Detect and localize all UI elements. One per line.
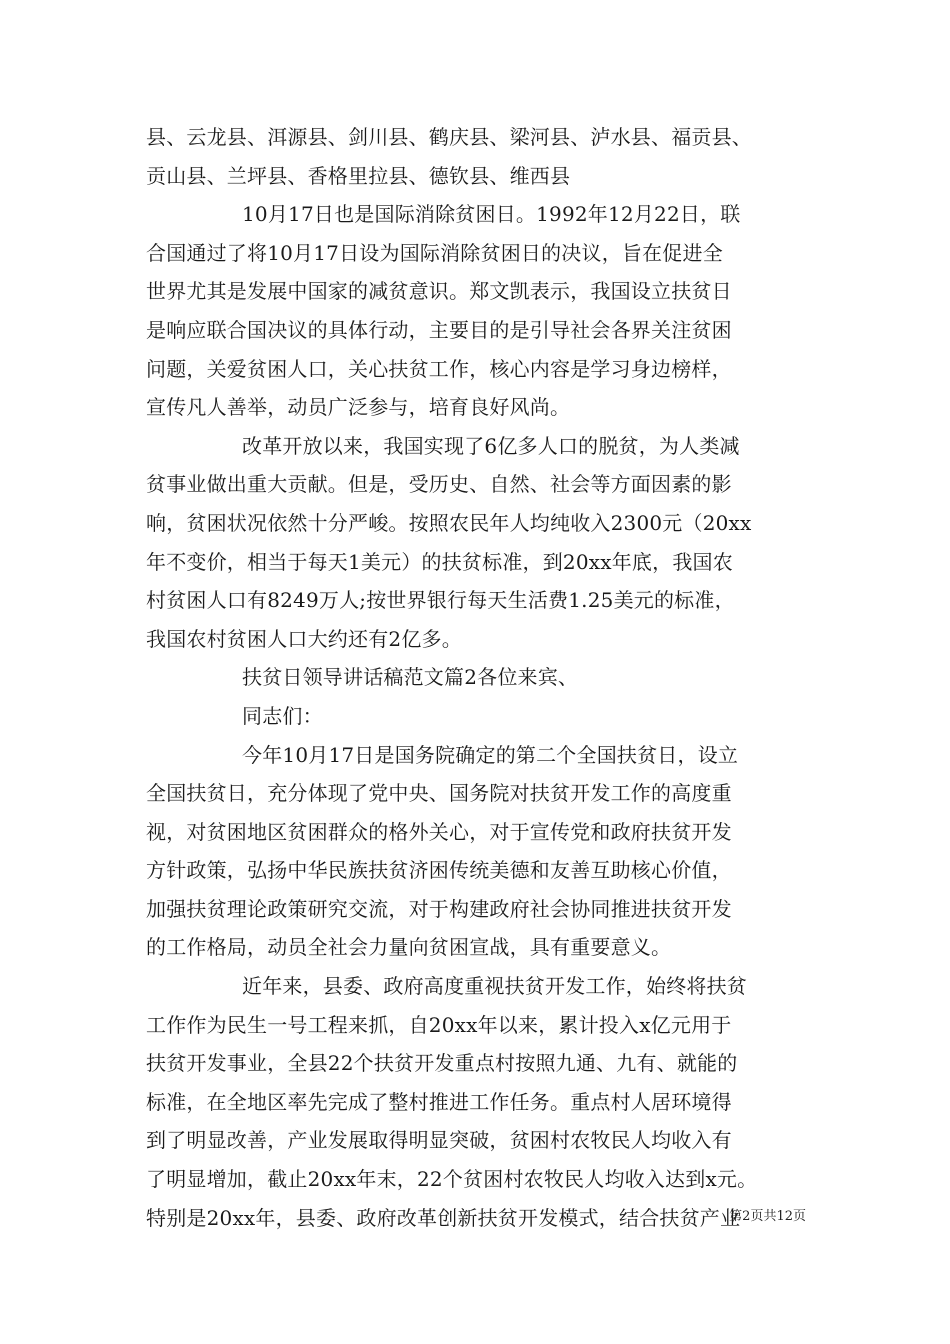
text-line: 方针政策，弘扬中华民族扶贫济困传统美德和友善互助核心价值， [146, 858, 732, 883]
text-line: 扶贫开发事业，全县22个扶贫开发重点村按照九通、九有、就能的 [146, 1051, 738, 1076]
text-line: 10月17日也是国际消除贫困日。1992年12月22日，联 [242, 202, 741, 227]
text-line: 的工作格局，动员全社会力量向贫困宣战，具有重要意义。 [146, 935, 672, 960]
page-number: 第2页共12页 [729, 1209, 806, 1224]
text-line: 世界尤其是发展中国家的减贫意识。郑文凯表示，我国设立扶贫日 [146, 279, 732, 304]
text-line: 了明显增加，截止20xx年末，22个贫困村农牧民人均收入达到x元。 [146, 1167, 758, 1192]
text-line: 标准，在全地区率先完成了整村推进工作任务。重点村人居环境得 [146, 1089, 732, 1114]
section-heading: 扶贫日领导讲话稿范文篇2各位来宾、 [242, 665, 579, 690]
text-line: 是响应联合国决议的具体行动，主要目的是引导社会各界关注贫困 [146, 317, 732, 342]
text-line: 宣传凡人善举，动员广泛参与，培育良好风尚。 [146, 395, 571, 420]
text-line: 工作作为民生一号工程来抓，自20xx年以来，累计投入x亿元用于 [146, 1012, 732, 1037]
text-line: 到了明显改善，产业发展取得明显突破，贫困村农牧民人均收入有 [146, 1128, 732, 1153]
text-line: 改革开放以来，我国实现了6亿多人口的脱贫，为人类减 [242, 433, 740, 458]
text-line: 合国通过了将10月17日设为国际消除贫困日的决议，旨在促进全 [146, 240, 723, 265]
salutation: 同志们： [242, 703, 323, 728]
text-line: 今年10月17日是国务院确定的第二个全国扶贫日，设立 [242, 742, 739, 767]
text-line: 问题，关爱贫困人口，关心扶贫工作，核心内容是学习身边榜样， [146, 356, 732, 381]
text-line: 加强扶贫理论政策研究交流，对于构建政府社会协同推进扶贫开发 [146, 896, 732, 921]
text-line: 贫事业做出重大贡献。但是，受历史、自然、社会等方面因素的影 [146, 472, 732, 497]
text-line: 村贫困人口有8249万人;按世界银行每天生活费1.25美元的标准， [146, 588, 735, 613]
text-line: 贡山县、兰坪县、香格里拉县、德钦县、维西县 [146, 163, 571, 188]
text-line: 近年来，县委、政府高度重视扶贫开发工作，始终将扶贫 [242, 974, 747, 999]
text-line: 视，对贫困地区贫困群众的格外关心，对于宣传党和政府扶贫开发 [146, 819, 732, 844]
text-line: 年不变价，相当于每天1美元）的扶贫标准，到20xx年底，我国农 [146, 549, 733, 574]
text-line: 全国扶贫日，充分体现了党中央、国务院对扶贫开发工作的高度重 [146, 781, 732, 806]
text-line: 响，贫困状况依然十分严峻。按照农民年人均纯收入2300元（20xx [146, 510, 752, 535]
text-line: 特别是20xx年，县委、政府改革创新扶贫开发模式，结合扶贫产业 [146, 1205, 741, 1230]
body-text [146, 118, 822, 1237]
text-line: 县、云龙县、洱源县、剑川县、鹤庆县、梁河县、泸水县、福贡县、 [146, 125, 752, 149]
text-line: 我国农村贫困人口大约还有2亿多。 [146, 626, 462, 651]
